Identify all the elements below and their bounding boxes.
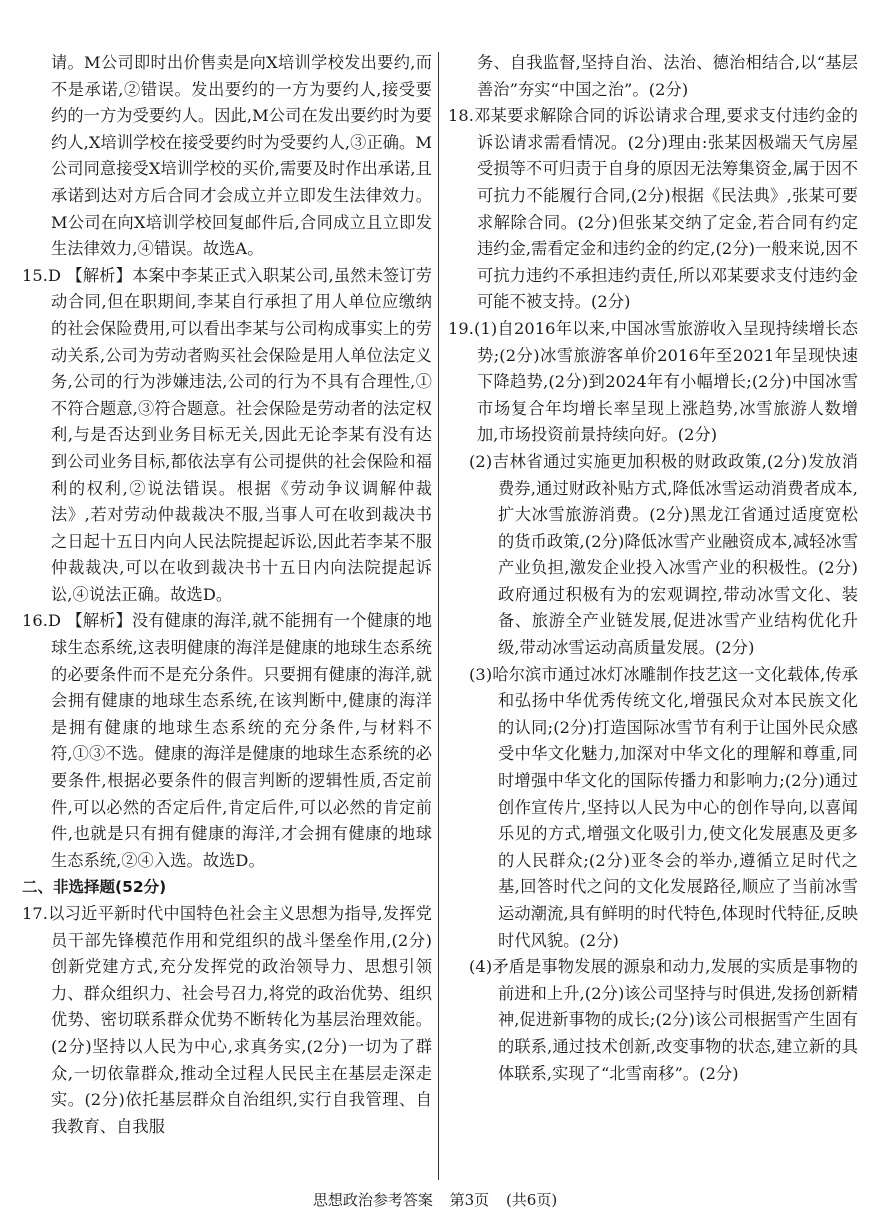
- answer-15: 15.D 【解析】本案中李某正式入职某公司,虽然未签订劳动合同,但在职期间,李某自行承担了用人单位应缴纳的社会保险费用,可以看出李某与公司构成事实上的劳动关系,公司为劳动者购买社会保险是用人单位法定义务,公司的行为涉嫌违法,公司的行为不具有合理性,①不符合题意,③符合题意。社会保险是劳动者的法定权利,与是否达到业务目标无关,因此无论李某有没有达到公司业务目标,都依法享有公司提供的社会保险和福利的权利,②说法错误。根据《劳动争议调解仲裁法》,若对劳动仲裁裁决不服,当事人可在收到裁决书之日起十五日内向人民法院提起诉讼,因此若李某不服仲裁裁决,可以在收到裁决书十五日内向法院提起诉讼,④说法正确。故选D。: [22, 265, 432, 604]
- page-footer: [0, 1190, 870, 1210]
- footer-page-number: 第3页: [449, 1191, 490, 1209]
- answer-16: 16.D 【解析】没有健康的海洋,就不能拥有一个健康的地球生态系统,这表明健康的海洋是健康的地球生态系统的必要条件而不是充分条件。只要拥有健康的海洋,就会拥有健康的地球生态系统,在该判断中,健康的海洋是拥有健康的地球生态系统的充分条件,与材料不符,①③不选。健康的海洋是健康的地球生态系统的必要条件,根据必要条件的假言判断的逻辑性质,否定前件,可以必然的否定后件,肯定后件,可以必然的肯定前件,也就是只有拥有健康的海洋,才会拥有健康的地球生态系统,②④入选。故选D。: [22, 611, 432, 870]
- column-divider: [438, 52, 439, 1180]
- answer-19-part-1: 19.(1)自2016年以来,中国冰雪旅游收入呈现持续增长态势;(2分)冰雪旅游客单价2016年至2021年呈现快速下降趋势,(2分)到2024年有小幅增长;(2分)中国冰雪市场复合年均增长率呈现上涨趋势,冰雪旅游人数增加,市场投资前景持续向好。(2分): [448, 318, 858, 445]
- answer-19-part-4: (4)矛盾是事物发展的源泉和动力,发展的实质是事物的前进和上升,(2分)该公司坚持与时俱进,发扬创新精神,促进新事物的成长;(2分)该公司根据雪产生固有的联系,通过技术创新,改变事物的状态,建立新的具体联系,实现了“北雪南移”。(2分): [469, 957, 858, 1083]
- answer-18: 18.邓某要求解除合同的诉讼请求合理,要求支付违约金的诉讼请求需看情况。(2分)理由:张某因极端天气房屋受损等不可归责于自身的原因无法筹集资金,属于因不可抗力不能履行合同,(2分)根据《民法典》,张某可要求解除合同。(2分)但张某交纳了定金,若合同有约定违约金,需看定金和违约金的约定,(2分)一般来说,因不可抗力违约不承担违约责任,所以邓某要求支付违约金可能不被支持。(2分): [448, 106, 859, 312]
- section-heading-non-choice: 二、非选择题(52分): [22, 878, 167, 897]
- answer-19-part-2: (2)吉林省通过实施更加积极的财政政策,(2分)发放消费券,通过财政补贴方式,降低冰雪运动消费者成本,扩大冰雪旅游消费。(2分)黑龙江省通过适度宽松的货币政策,(2分)降低冰雪产业融资成本,减轻冰雪产业负担,激发企业投入冰雪产业的积极性。(2分)政府通过积极有为的宏观调控,带动冰雪文化、装备、旅游全产业链发展,促进冰雪产业结构优化升级,带动冰雪运动高质量发展。(2分): [469, 451, 858, 658]
- answer-17-continuation: 务、自我监督,坚持自治、法治、德治相结合,以“基层善治”夯实“中国之治”。(2分): [477, 53, 858, 99]
- left-column: [22, 50, 432, 1140]
- answer-19-part-3: (3)哈尔滨市通过冰灯冰雕制作技艺这一文化载体,传承和弘扬中华优秀传统文化,增强民众对本民族文化的认同;(2分)打造国际冰雪节有利于让国外民众感受中华文化魅力,加深对中华文化的理解和尊重,同时增强中华文化的国际传播力和影响力;(2分)通过创作宣传片,坚持以人民为中心的创作导向,以喜闻乐见的方式,增强文化吸引力,使文化发展惠及更多的人民群众;(2分)亚冬会的举办,遵循立足时代之基,回答时代之问的文化发展路径,顺应了当前冰雪运动潮流,具有鲜明的时代特色,体现时代特征,反映时代风貌。(2分): [469, 664, 858, 950]
- right-column: [448, 50, 858, 1087]
- answer-17: 17.以习近平新时代中国特色社会主义思想为指导,发挥党员干部先锋模范作用和党组织的战斗堡垒作用,(2分)创新党建方式,充分发挥党的政治领导力、思想引领力、群众组织力、社会号召力,将党的政治优势、组织优势、密切联系群众优势不断转化为基层治理效能。(2分)坚持以人民为中心,求真务实,(2分)一切为了群众,一切依靠群众,推动全过程人民民主在基层走深走实。(2分)依托基层群众自治组织,实行自我管理、自我教育、自我服: [22, 904, 432, 1136]
- answer-14-continuation: 请。M公司即时出价售卖是向X培训学校发出要约,而不是承诺,②错误。发出要约的一方为要约人,接受要约的一方为受要约人。因此,M公司在发出要约时为要约人,X培训学校在接受要约时为受要约人,③正确。M公司同意接受X培训学校的买价,需要及时作出承诺,且承诺到达对方后合同才会成立并立即发生法律效力。M公司在向X培训学校回复邮件后,合同成立且立即发生法律效力,④错误。故选A。: [51, 53, 432, 259]
- footer-doc-title: 思想政治参考答案: [312, 1191, 433, 1209]
- footer-total-pages: (共6页): [505, 1191, 558, 1209]
